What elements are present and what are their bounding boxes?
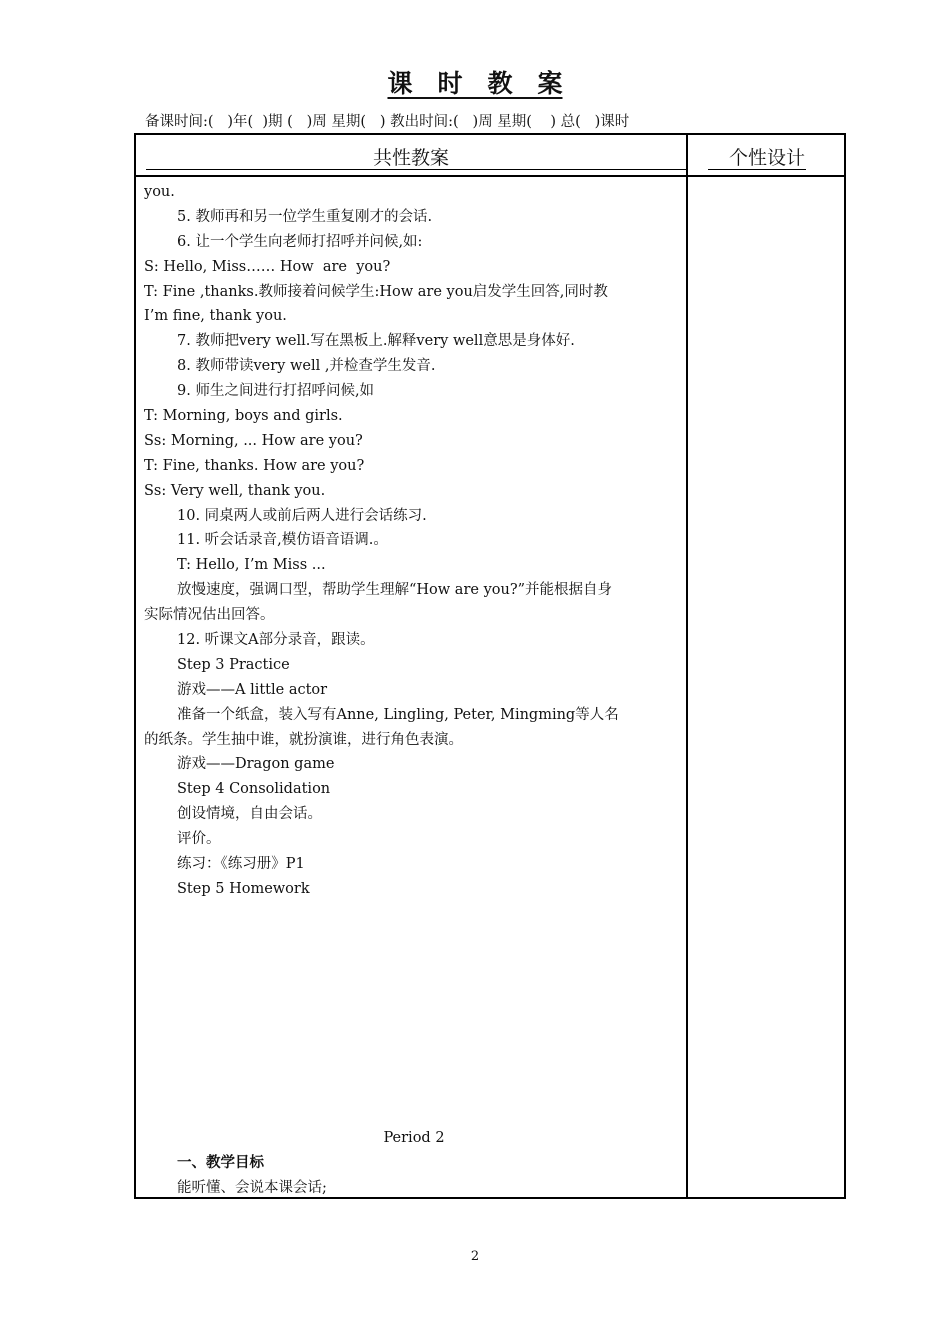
period-title: Period 2: [383, 1129, 445, 1146]
content-line: 的纸条。学生抽中谁，就扮演谁，进行角色表演。: [144, 731, 463, 748]
content-line: 7. 教师把very well.写在黑板上.解释very well意思是身体好.: [177, 333, 575, 350]
column-divider: [686, 133, 688, 1199]
content-line: 8. 教师带读very well ,并检查学生发音.: [177, 358, 436, 375]
content-line: T: Fine, thanks. How are you?: [144, 457, 365, 474]
content-line: 12. 听课文A部分录音，跟读。: [177, 632, 375, 649]
content-line: T: Hello, I’m Miss ...: [177, 557, 326, 574]
content-line: Ss: Very well, thank you.: [144, 482, 326, 499]
objective-line: 能听懂、会说本课会话;: [177, 1179, 327, 1196]
blank-space: [144, 902, 684, 1126]
content-line: 5. 教师再和另一位学生重复刚才的会话.: [177, 208, 433, 225]
content-line: 练习：《练习册》P1: [177, 856, 305, 873]
common-plan-header: 共性教案: [372, 147, 449, 169]
lesson-lines: [144, 180, 684, 902]
lesson-content: [144, 180, 684, 1201]
personal-design-header-underline: [708, 169, 806, 170]
header-separator: [136, 175, 846, 177]
content-line: Ss: Morning, ... How are you?: [144, 432, 363, 449]
personal-design-header: 个性设计: [728, 147, 805, 169]
schedule-line: 备课时间:( )年( )期 ( )周 星期( ) 教出时间:( )周 星期( ) 总( )课时: [145, 114, 630, 130]
page-title: [0, 64, 950, 100]
content-line: I’m fine, thank you.: [144, 308, 287, 325]
content-line: you.: [144, 184, 175, 200]
page-number: 2: [470, 1249, 480, 1264]
content-line: 放慢速度，强调口型，帮助学生理解“How are you?”并能根据自身: [177, 582, 613, 599]
page-title-text: 课 时 教 案: [387, 69, 563, 98]
content-line: S: Hello, Miss…… How are you?: [144, 258, 391, 275]
content-line: 10. 同桌两人或前后两人进行会话练习.: [177, 507, 427, 524]
content-line: 准备一个纸盒，装入写有Anne, Lingling, Peter, Mingming等人名: [177, 706, 619, 723]
content-line: Step 5 Homework: [177, 880, 310, 897]
content-line: 评价。: [177, 831, 221, 848]
content-line: 9. 师生之间进行打招呼问候,如: [177, 383, 375, 400]
content-line: 游戏——A little actor: [177, 681, 328, 698]
content-line: 11. 听会话录音,模仿语音语调.。: [177, 532, 388, 549]
content-line: Step 3 Practice: [177, 656, 290, 673]
content-line: 6. 让一个学生向老师打招呼并问候,如:: [177, 233, 423, 250]
content-line: Step 4 Consolidation: [177, 781, 331, 798]
content-line: 创设情境，自由会话。: [177, 806, 322, 823]
content-line: 实际情况估出回答。: [144, 607, 275, 624]
content-line: T: Morning, boys and girls.: [144, 408, 343, 425]
common-plan-header-underline: [146, 169, 686, 170]
content-line: 游戏——Dragon game: [177, 756, 335, 773]
section-heading: 一、教学目标: [177, 1153, 264, 1171]
content-line: T: Fine ,thanks.教师接着问候学生:How are you启发学生回答,同时教: [144, 283, 608, 300]
